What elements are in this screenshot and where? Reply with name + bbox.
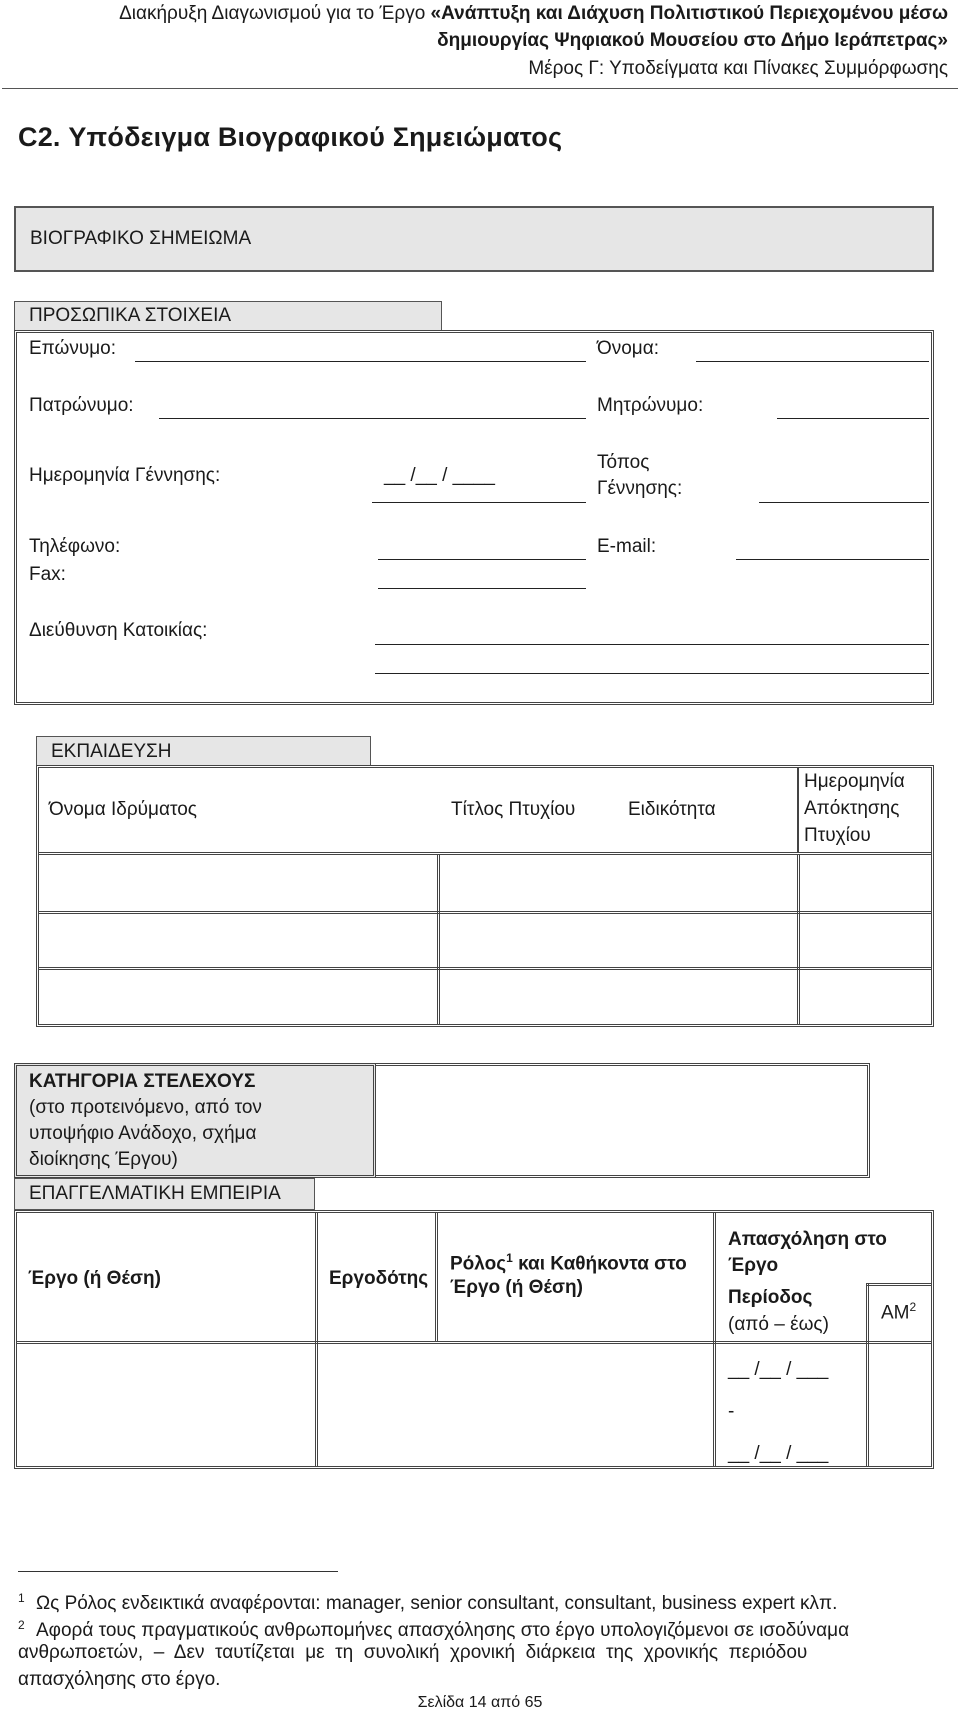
- col-role: [450, 1251, 687, 1275]
- page-title: C2. Υπόδειγμα Βιογραφικού Σημειώματος: [18, 122, 563, 152]
- phone-field[interactable]: [378, 559, 586, 560]
- exp-col-divider-1: [315, 1213, 318, 1466]
- email-label: E-mail:: [597, 536, 657, 557]
- col-occupation-1: Απασχόληση στο: [728, 1229, 887, 1250]
- education-heading-tab: [36, 736, 371, 766]
- exp-col-divider-2: [435, 1213, 438, 1341]
- education-header-col-divider: [797, 768, 799, 852]
- cv-heading-box: [14, 206, 934, 272]
- birth-place-label-2: Γέννησης:: [597, 478, 683, 499]
- experience-header-divider: [17, 1341, 931, 1344]
- col-mm-footnote-ref: 2: [909, 1300, 917, 1314]
- personal-heading-tab: [14, 301, 442, 331]
- footnote-1-text: Ως Ρόλος ενδεικτικά αναφέρονται: manager, senior consultant, consultant, business expert κλπ.: [35, 1593, 838, 1615]
- education-cell[interactable]: [42, 857, 434, 909]
- personal-heading: ΠΡΟΣΩΠΙΚΑ ΣΤΟΙΧΕΙΑ: [29, 305, 232, 326]
- birth-date-blank: __ /__ / ____: [384, 465, 495, 486]
- category-label-box: [14, 1063, 376, 1178]
- header-project-title-cont: δημιουργίας Ψηφιακού Μουσείου στο Δήμο Ιεράπετρας»: [437, 30, 948, 51]
- experience-heading-tab: [14, 1178, 315, 1210]
- header-project-title: «Ανάπτυξη και Διάχυση Πολιτιστικού Περιεχομένου μέσω: [430, 3, 948, 24]
- col-project: Έργο (ή Θέση): [28, 1268, 161, 1289]
- exp-col-divider-3: [713, 1213, 716, 1466]
- footnote-2-number: 2: [18, 1618, 25, 1632]
- col-period-1: Περίοδος: [728, 1287, 813, 1308]
- col-role-label-2: Έργο (ή Θέση): [450, 1277, 583, 1298]
- footnote-1-number: 1: [18, 1591, 25, 1605]
- birth-date-field[interactable]: [372, 502, 586, 503]
- mother-name-field[interactable]: [777, 418, 929, 419]
- category-desc-3: διοίκησης Έργου): [29, 1149, 178, 1170]
- footnote-2-line-1: Αφορά τους πραγματικούς ανθρωπομήνες απασχόλησης στο έργο υπολογιζόμενοι σε ισοδύναμα: [35, 1620, 850, 1642]
- page-number: Σελίδα 14 από 65: [417, 1694, 543, 1711]
- col-date-1: Ημερομηνία: [804, 771, 905, 792]
- fax-field[interactable]: [378, 588, 586, 589]
- header-prefix: Διακήρυξη Διαγωνισμού για το Έργο: [119, 3, 431, 24]
- personal-data-box: [14, 330, 934, 705]
- education-heading: ΕΚΠΑΙΔΕΥΣΗ: [51, 741, 172, 762]
- footnote-2-line-3: απασχόλησης στο έργο.: [18, 1669, 221, 1690]
- footnote-2-line-2: ανθρωποετών, – Δεν ταυτίζεται με τη συνολική χρονική διάρκεια της χρονικής περιόδου: [18, 1642, 808, 1663]
- col-mm: [881, 1300, 916, 1324]
- col-date-3: Πτυχίου: [804, 825, 871, 846]
- header-divider: [2, 88, 958, 89]
- period-to-blank[interactable]: __ /__ / ___: [728, 1443, 829, 1464]
- category-desc-1: (στο προτεινόμενο, από τον: [29, 1097, 262, 1118]
- address-label: Διεύθυνση Κατοικίας:: [29, 620, 208, 641]
- col-role-footnote-ref: 1: [506, 1251, 513, 1265]
- name-label: Όνομα:: [597, 338, 659, 359]
- cv-heading: ΒΙΟΓΡΑΦΙΚΟ ΣΗΜΕΙΩΜΑ: [30, 228, 252, 249]
- fax-label: Fax:: [29, 564, 66, 585]
- name-field[interactable]: [696, 361, 929, 362]
- category-desc-2: υποψήφιο Ανάδοχο, σχήμα: [29, 1123, 257, 1144]
- exp-mm-top-divider: [866, 1283, 931, 1286]
- experience-cell-project[interactable]: [18, 1346, 314, 1465]
- header-line-3: Μέρος Γ: Υποδείγματα και Πίνακες Συμμόρφωσης: [528, 58, 948, 79]
- father-name-field[interactable]: [159, 418, 586, 419]
- mother-name-label: Μητρώνυμο:: [597, 395, 704, 416]
- address-field-2[interactable]: [375, 673, 929, 674]
- col-role-label: Ρόλος: [450, 1253, 507, 1275]
- category-input-box[interactable]: [376, 1063, 870, 1178]
- header-line-1: [119, 0, 948, 28]
- col-date-2: Απόκτησης: [804, 798, 900, 819]
- col-institution: Όνομα Ιδρύματος: [49, 799, 197, 820]
- education-col-divider-1: [437, 854, 440, 1024]
- category-heading: ΚΑΤΗΓΟΡΙΑ ΣΤΕΛΕΧΟΥΣ: [29, 1071, 256, 1092]
- period-from-blank[interactable]: __ /__ / ___: [728, 1359, 829, 1380]
- col-degree: Τίτλος Πτυχίου: [451, 799, 576, 820]
- address-field-1[interactable]: [375, 644, 929, 645]
- col-mm-label: ΑΜ: [881, 1302, 910, 1324]
- surname-label: Επώνυμο:: [29, 338, 117, 359]
- header-line-2: [437, 27, 948, 55]
- col-role-label-cont: και Καθήκοντα στο: [512, 1253, 687, 1275]
- experience-heading: ΕΠΑΓΓΕΛΜΑΤΙΚΗ ΕΜΠΕΙΡΙΑ: [29, 1183, 281, 1204]
- surname-field[interactable]: [135, 361, 586, 362]
- phone-label: Τηλέφωνο:: [29, 536, 121, 557]
- col-employer: Εργοδότης: [329, 1268, 429, 1289]
- father-name-label: Πατρώνυμο:: [29, 395, 134, 416]
- birth-date-label: Ημερομηνία Γέννησης:: [29, 465, 221, 486]
- education-col-divider-2: [797, 854, 800, 1024]
- birth-place-field[interactable]: [759, 502, 929, 503]
- col-period-2: (από – έως): [728, 1314, 829, 1335]
- period-dash: -: [728, 1401, 735, 1422]
- email-field[interactable]: [736, 559, 929, 560]
- exp-col-divider-4: [866, 1283, 869, 1466]
- col-specialty: Ειδικότητα: [628, 799, 716, 820]
- birth-place-label-1: Τόπος: [597, 452, 650, 473]
- col-occupation-2: Έργο: [728, 1255, 779, 1276]
- footnote-divider: [18, 1571, 338, 1572]
